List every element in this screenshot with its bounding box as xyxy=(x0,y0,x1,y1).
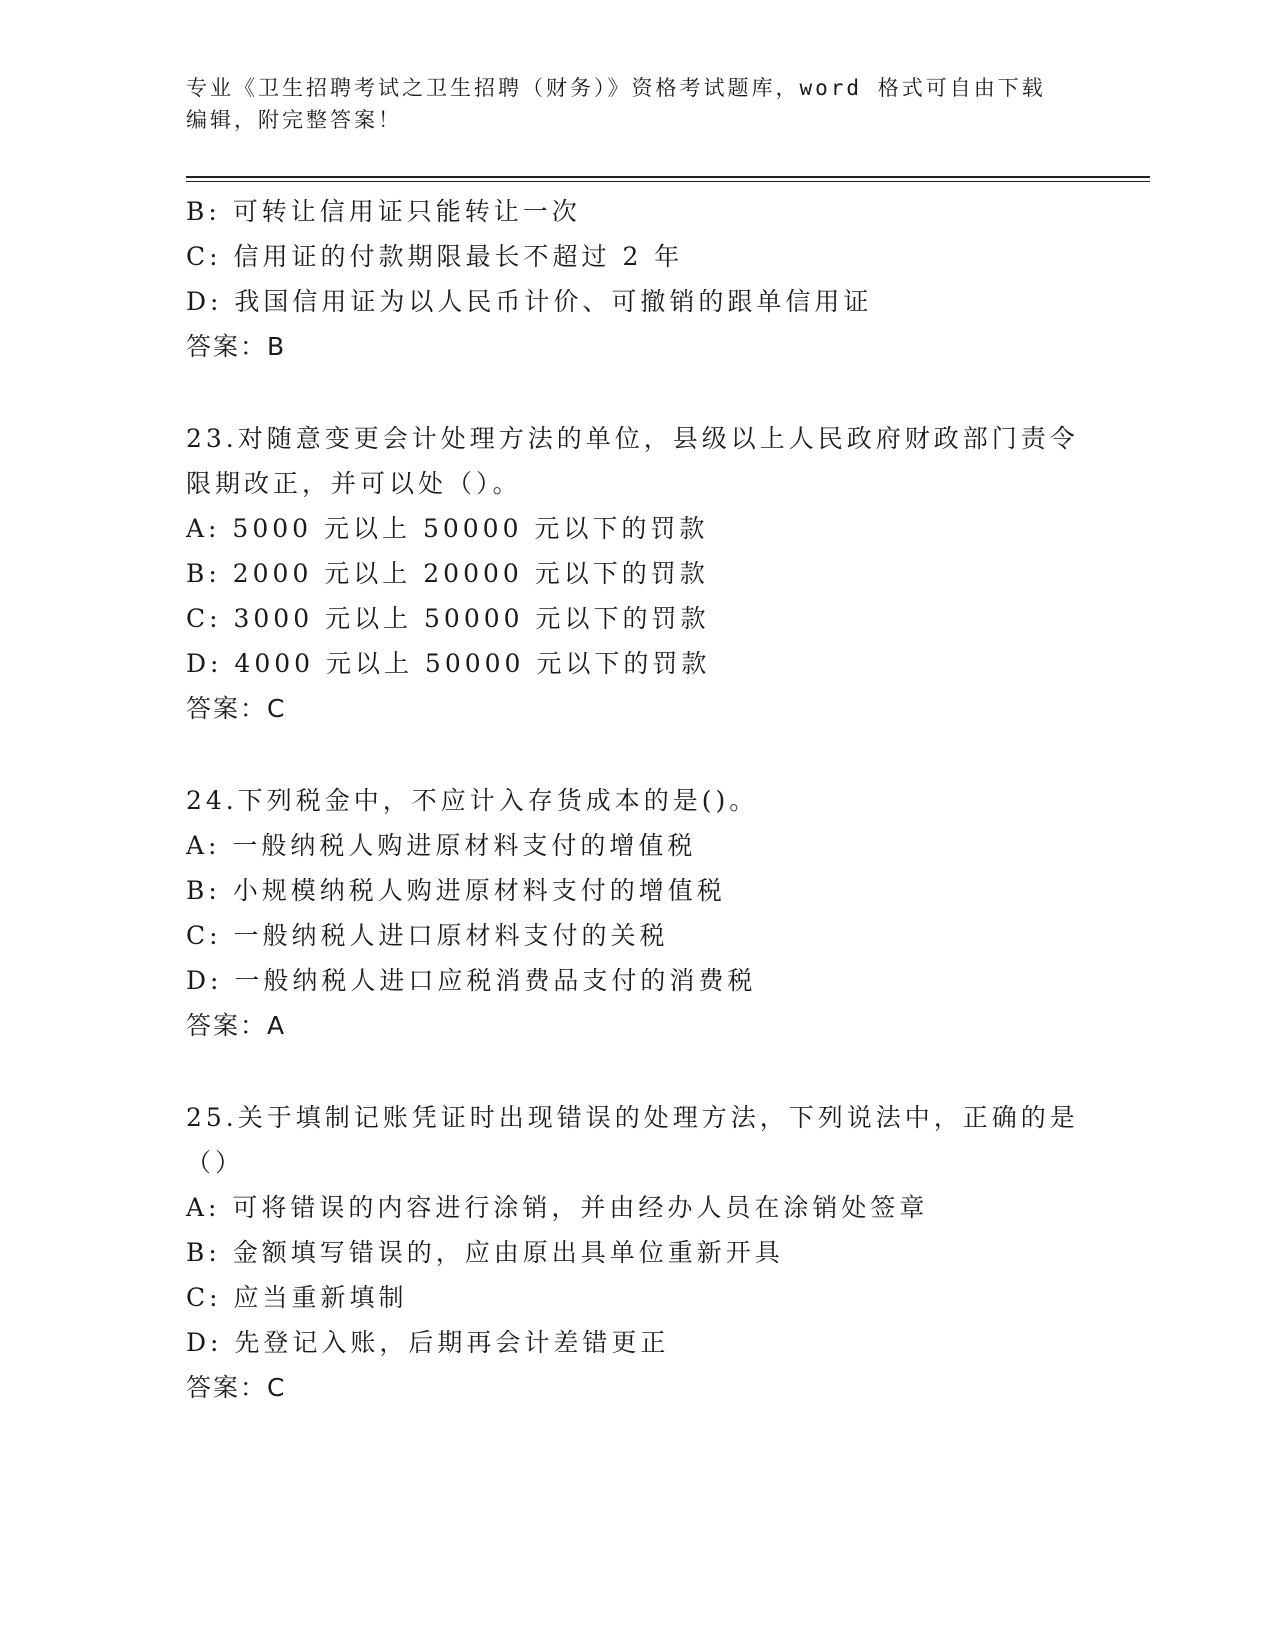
option-a: A: 可将错误的内容进行涂销，并由经办人员在涂销处签章 xyxy=(186,1193,929,1222)
question-25 xyxy=(186,1095,1086,1410)
answer-line: 答案：B xyxy=(186,332,287,361)
option-c: C: 一般纳税人进口原材料支付的关税 xyxy=(186,921,669,950)
option-b: B: 可转让信用证只能转让一次 xyxy=(186,197,581,226)
answer-line: 答案：C xyxy=(186,1373,287,1402)
option-d: D: 我国信用证为以人民币计价、可撤销的跟单信用证 xyxy=(186,287,873,316)
header-divider-thick xyxy=(186,176,1150,178)
answer-line: 答案：A xyxy=(186,1011,287,1040)
question-stem: 23.对随意变更会计处理方法的单位，县级以上人民政府财政部门责令 xyxy=(186,424,1079,453)
option-c: C: 3000 元以上 50000 元以下的罚款 xyxy=(186,604,710,633)
header-line-1: 专业《卫生招聘考试之卫生招聘（财务）》资格考试题库，word 格式可自由下载 xyxy=(186,76,1046,100)
option-d: D: 4000 元以上 50000 元以下的罚款 xyxy=(186,649,711,678)
question-stem-cont: （） xyxy=(186,1148,245,1177)
answer-line: 答案：C xyxy=(186,694,287,723)
question-stem-cont: 限期改正，并可以处（）。 xyxy=(186,469,522,498)
header-divider-thin xyxy=(186,181,1150,182)
option-d: D: 先登记入账，后期再会计差错更正 xyxy=(186,1328,670,1357)
previous-question-block xyxy=(186,189,1086,369)
option-b: B: 2000 元以上 20000 元以下的罚款 xyxy=(186,559,709,588)
question-23 xyxy=(186,416,1086,731)
document-header xyxy=(186,72,1086,136)
question-stem: 25.关于填制记账凭证时出现错误的处理方法，下列说法中，正确的是 xyxy=(186,1103,1079,1132)
option-b: B: 小规模纳税人购进原材料支付的增值税 xyxy=(186,876,726,905)
question-24 xyxy=(186,778,1086,1048)
header-line-2: 编辑，附完整答案！ xyxy=(186,108,402,132)
option-d: D: 一般纳税人进口应税消费品支付的消费税 xyxy=(186,966,757,995)
option-a: A: 5000 元以上 50000 元以下的罚款 xyxy=(186,514,709,543)
option-c: C: 应当重新填制 xyxy=(186,1283,408,1312)
option-c: C: 信用证的付款期限最长不超过 2 年 xyxy=(186,242,684,271)
question-list xyxy=(186,189,1086,1410)
option-a: A: 一般纳税人购进原材料支付的增值税 xyxy=(186,831,697,860)
question-stem: 24.下列税金中，不应计入存货成本的是()。 xyxy=(186,786,759,815)
option-b: B: 金额填写错误的，应由原出具单位重新开具 xyxy=(186,1238,784,1267)
